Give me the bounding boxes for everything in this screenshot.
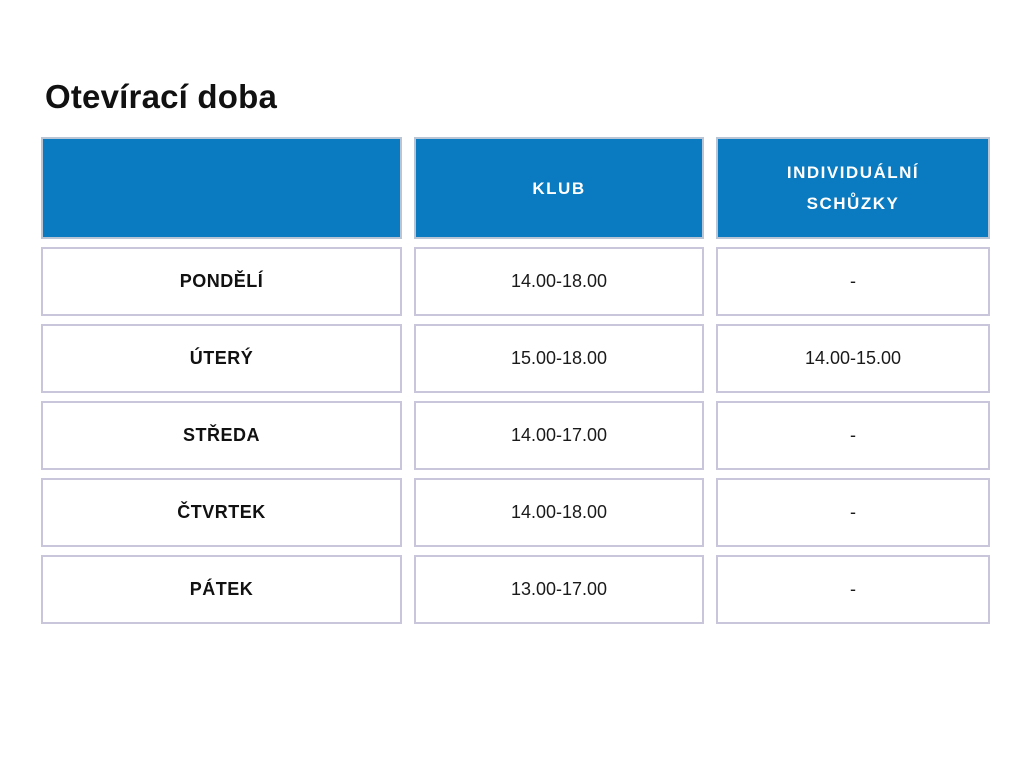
schuzky-time-cell: - <box>716 401 990 470</box>
day-cell: ČTVRTEK <box>41 478 402 547</box>
table-row <box>41 401 990 470</box>
klub-time-cell: 14.00-17.00 <box>414 401 704 470</box>
table-row <box>41 247 990 316</box>
header-cell-individualni-schuzky: INDIVIDUÁLNÍ SCHŮZKY <box>716 137 990 239</box>
day-cell: ÚTERÝ <box>41 324 402 393</box>
table-body <box>41 247 990 624</box>
table-header-row <box>41 137 990 239</box>
header-cell-klub: KLUB <box>414 137 704 239</box>
table-row <box>41 478 990 547</box>
day-cell: PONDĚLÍ <box>41 247 402 316</box>
schuzky-time-cell: - <box>716 555 990 624</box>
klub-time-cell: 13.00-17.00 <box>414 555 704 624</box>
day-cell: STŘEDA <box>41 401 402 470</box>
page-title: Otevírací doba <box>45 78 278 115</box>
table-row <box>41 555 990 624</box>
day-cell: PÁTEK <box>41 555 402 624</box>
table-row <box>41 324 990 393</box>
klub-time-cell: 14.00-18.00 <box>414 247 704 316</box>
klub-time-cell: 15.00-18.00 <box>414 324 704 393</box>
opening-hours-table <box>41 137 990 624</box>
klub-time-cell: 14.00-18.00 <box>414 478 704 547</box>
schuzky-time-cell: 14.00-15.00 <box>716 324 990 393</box>
schuzky-time-cell: - <box>716 247 990 316</box>
schuzky-time-cell: - <box>716 478 990 547</box>
header-cell-day <box>41 137 402 239</box>
